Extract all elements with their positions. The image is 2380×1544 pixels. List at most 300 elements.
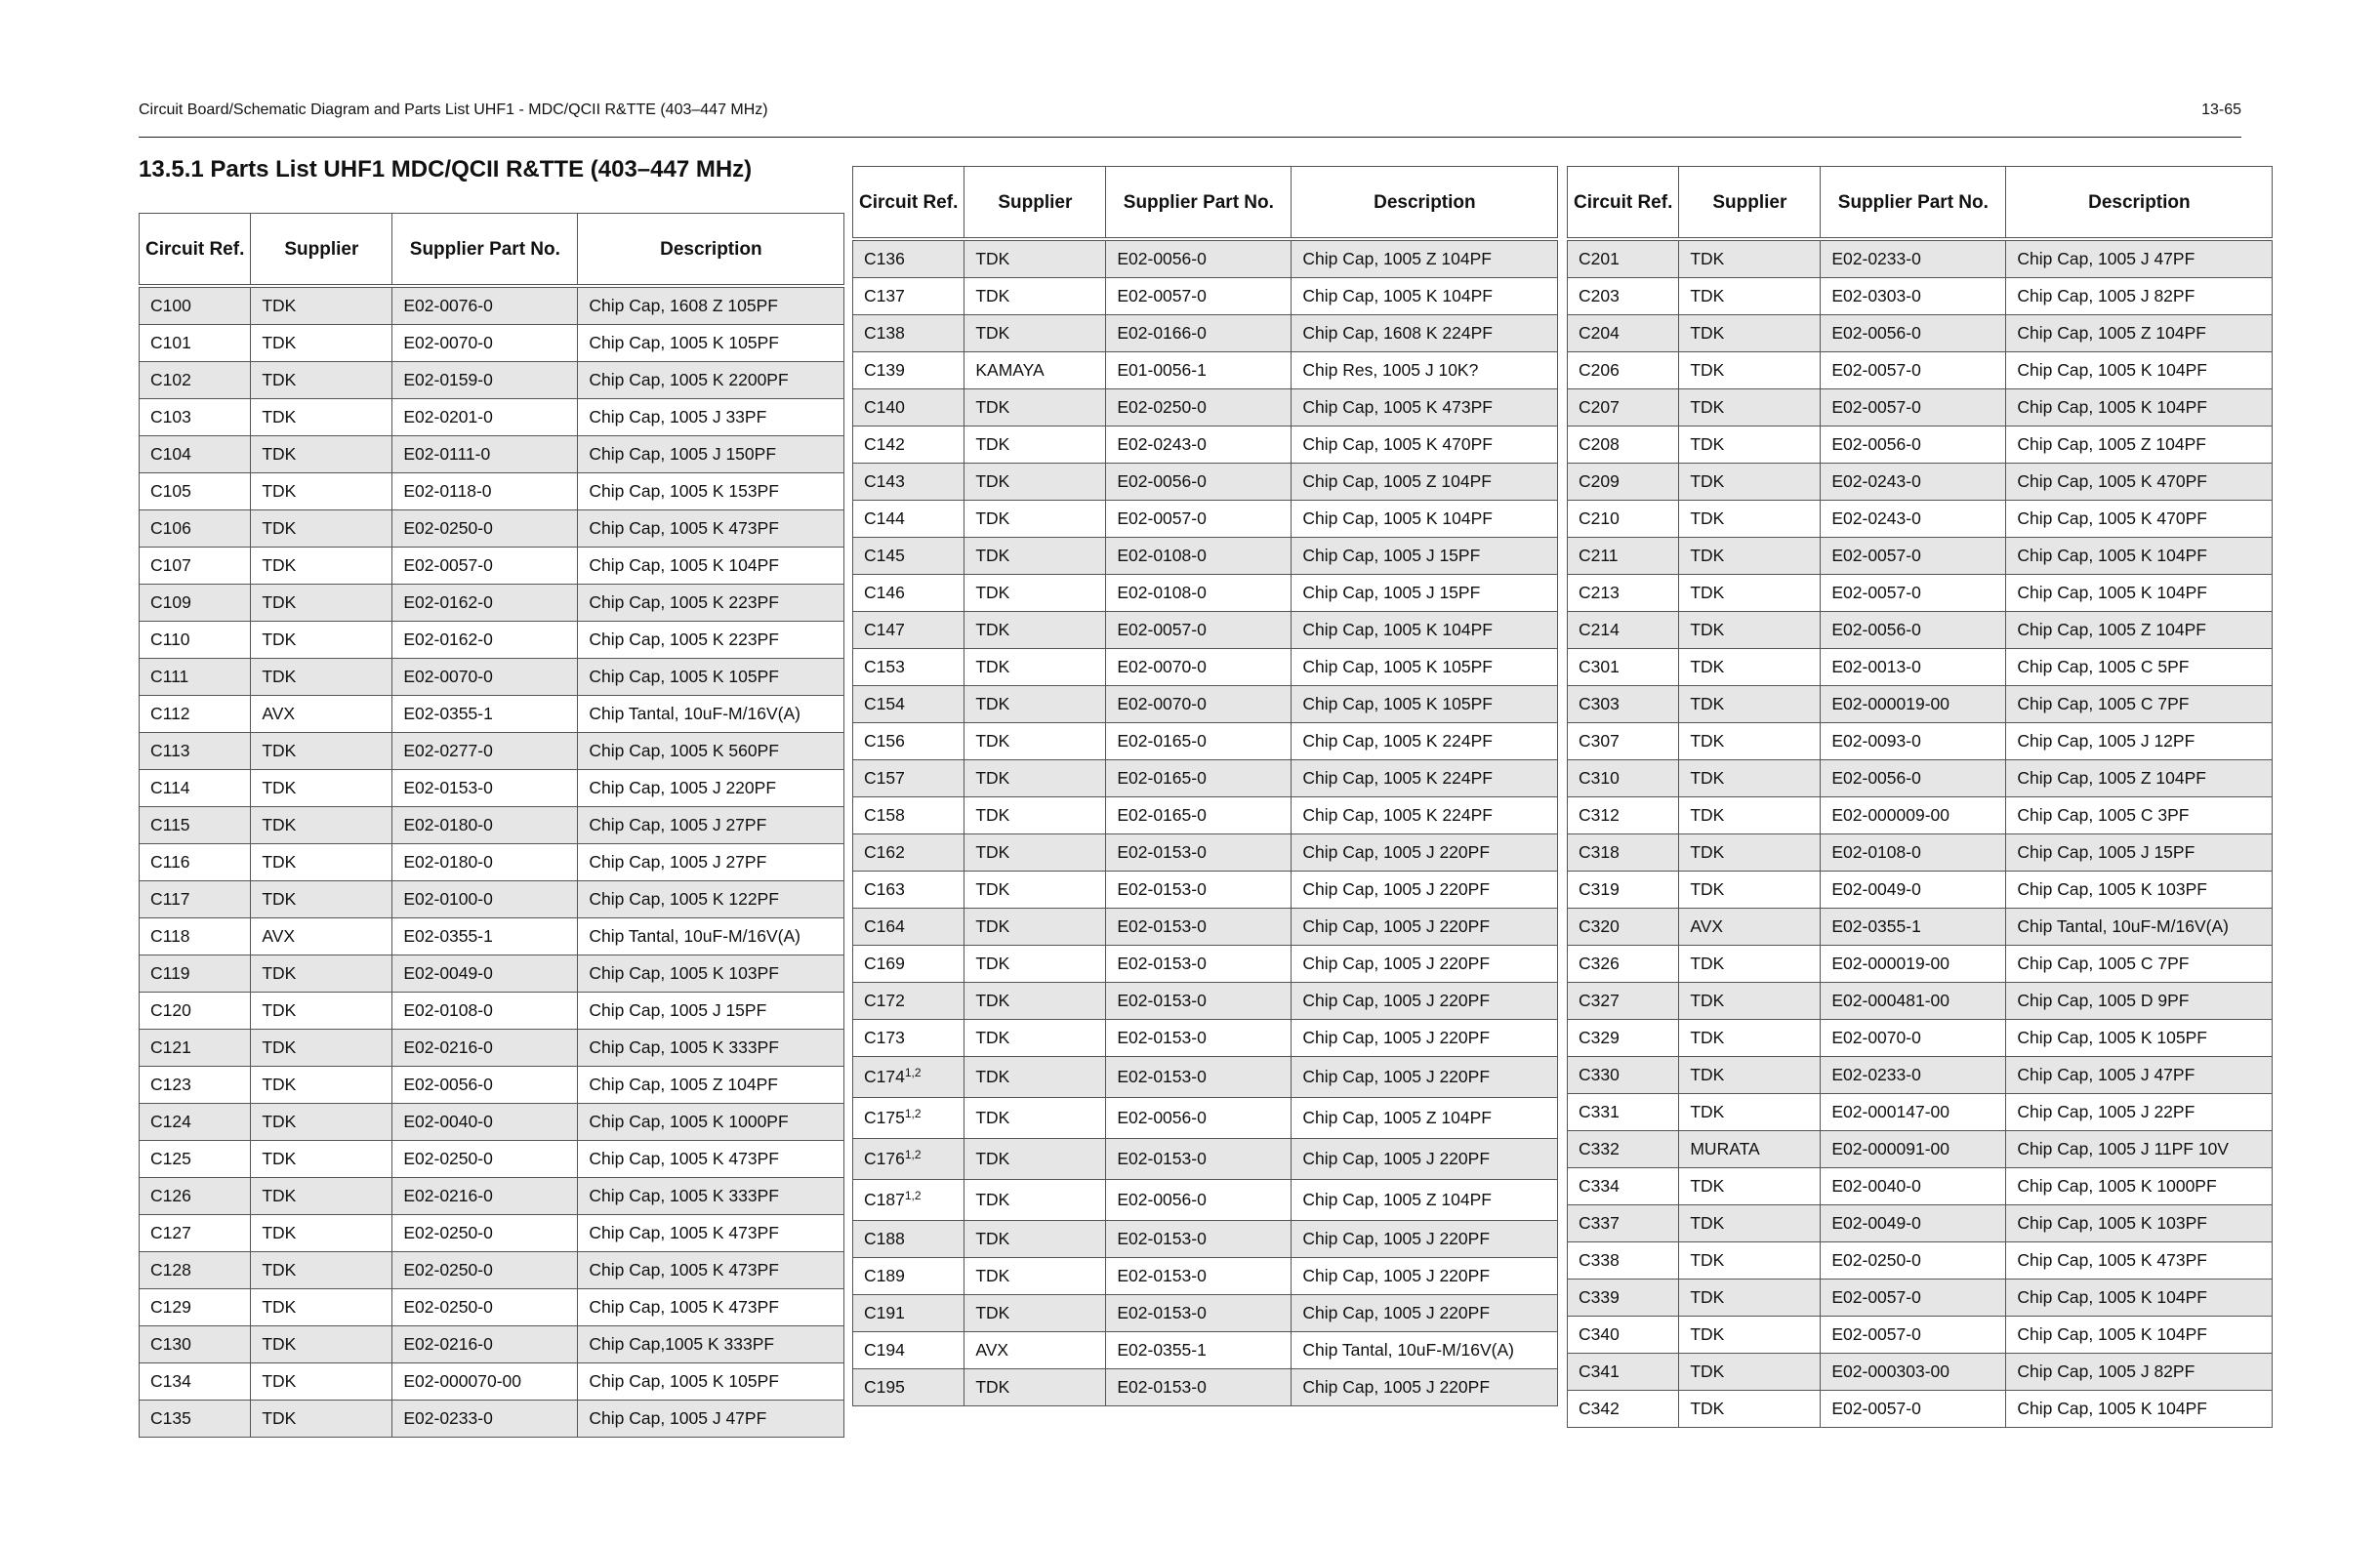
table-row xyxy=(1568,834,2273,872)
cell-circuit-ref: C327 xyxy=(1568,983,1679,1020)
cell-supplier: TDK xyxy=(964,834,1106,872)
cell-supplier: TDK xyxy=(964,983,1106,1020)
table-row xyxy=(1568,686,2273,723)
cell-circuit-ref: C331 xyxy=(1568,1094,1679,1131)
cell-description: Chip Cap, 1005 J 15PF xyxy=(1292,538,1558,575)
cell-part-no: E02-0057-0 xyxy=(392,548,578,585)
table-row xyxy=(140,436,844,473)
cell-description: Chip Cap, 1005 K 473PF xyxy=(578,1289,844,1326)
table-row xyxy=(1568,315,2273,352)
cell-description: Chip Cap, 1005 K 224PF xyxy=(1292,797,1558,834)
cell-description: Chip Cap, 1608 Z 105PF xyxy=(578,286,844,325)
cell-description: Chip Cap, 1005 K 105PF xyxy=(2006,1020,2273,1057)
cell-part-no: E02-0355-1 xyxy=(1106,1332,1292,1369)
cell-part-no: E02-0165-0 xyxy=(1106,723,1292,760)
cell-part-no: E02-0111-0 xyxy=(392,436,578,473)
col-header-supplier: Supplier xyxy=(964,167,1106,240)
table-row xyxy=(853,1258,1558,1295)
cell-part-no: E02-000019-00 xyxy=(1821,946,2006,983)
cell-circuit-ref: C195 xyxy=(853,1369,964,1406)
cell-supplier: TDK xyxy=(1679,501,1821,538)
cell-supplier: TDK xyxy=(1679,1317,1821,1354)
cell-description: Chip Cap, 1005 J 27PF xyxy=(578,807,844,844)
cell-description: Chip Cap, 1005 J 47PF xyxy=(578,1401,844,1438)
cell-description: Chip Cap, 1005 K 2200PF xyxy=(578,362,844,399)
table-row xyxy=(140,993,844,1030)
col-header-description: Description xyxy=(578,214,844,287)
section-title: 13.5.1 Parts List UHF1 MDC/QCII R&TTE (403–447 MHz) xyxy=(139,156,753,183)
cell-supplier: TDK xyxy=(964,760,1106,797)
cell-part-no: E02-000147-00 xyxy=(1821,1094,2006,1131)
cell-supplier: TDK xyxy=(964,315,1106,352)
cell-part-no: E02-0100-0 xyxy=(392,881,578,918)
cell-part-no: E02-0118-0 xyxy=(392,473,578,510)
cell-circuit-ref: C191 xyxy=(853,1295,964,1332)
table-row xyxy=(853,239,1558,278)
cell-description: Chip Cap, 1005 K 470PF xyxy=(1292,427,1558,464)
cell-part-no: E02-0153-0 xyxy=(1106,983,1292,1020)
cell-circuit-ref: C303 xyxy=(1568,686,1679,723)
cell-part-no: E02-0153-0 xyxy=(1106,1221,1292,1258)
cell-circuit-ref: C332 xyxy=(1568,1131,1679,1168)
table-row xyxy=(1568,575,2273,612)
cell-description: Chip Cap, 1005 K 105PF xyxy=(578,1363,844,1401)
cell-part-no: E02-0180-0 xyxy=(392,807,578,844)
cell-description: Chip Cap, 1005 K 104PF xyxy=(2006,1280,2273,1317)
table-row xyxy=(853,389,1558,427)
cell-circuit-ref: C187$^{1,2}$ xyxy=(853,1180,964,1221)
cell-description: Chip Cap, 1005 K 224PF xyxy=(1292,760,1558,797)
table-row xyxy=(1568,352,2273,389)
cell-circuit-ref: C173 xyxy=(853,1020,964,1057)
table-row xyxy=(140,1178,844,1215)
table-row xyxy=(140,286,844,325)
table-row xyxy=(140,1401,844,1438)
cell-description: Chip Cap, 1005 J 220PF xyxy=(1292,1020,1558,1057)
cell-supplier: TDK xyxy=(964,575,1106,612)
cell-part-no: E01-0056-1 xyxy=(1106,352,1292,389)
cell-part-no: E02-0250-0 xyxy=(392,1215,578,1252)
cell-supplier: TDK xyxy=(251,1030,392,1067)
cell-circuit-ref: C105 xyxy=(140,473,251,510)
cell-supplier: TDK xyxy=(964,1020,1106,1057)
cell-supplier: AVX xyxy=(251,696,392,733)
cell-supplier: TDK xyxy=(251,1215,392,1252)
cell-circuit-ref: C143 xyxy=(853,464,964,501)
cell-description: Chip Cap, 1005 K 153PF xyxy=(578,473,844,510)
cell-circuit-ref: C189 xyxy=(853,1258,964,1295)
cell-supplier: TDK xyxy=(964,612,1106,649)
table-row xyxy=(853,723,1558,760)
cell-description: Chip Cap, 1005 J 12PF xyxy=(2006,723,2273,760)
cell-description: Chip Cap, 1005 K 223PF xyxy=(578,585,844,622)
table-row xyxy=(1568,760,2273,797)
table-row xyxy=(853,1098,1558,1139)
cell-circuit-ref: C337 xyxy=(1568,1205,1679,1242)
cell-part-no: E02-0250-0 xyxy=(392,1141,578,1178)
cell-description: Chip Cap, 1005 J 47PF xyxy=(2006,239,2273,278)
cell-description: Chip Cap, 1005 J 11PF 10V xyxy=(2006,1131,2273,1168)
cell-supplier: TDK xyxy=(251,1363,392,1401)
cell-supplier: TDK xyxy=(251,1178,392,1215)
table-row xyxy=(1568,1057,2273,1094)
table-row xyxy=(140,844,844,881)
cell-part-no: E02-0201-0 xyxy=(392,399,578,436)
cell-supplier: TDK xyxy=(964,723,1106,760)
table-row xyxy=(1568,278,2273,315)
cell-part-no: E02-0216-0 xyxy=(392,1178,578,1215)
cell-part-no: E02-0250-0 xyxy=(1821,1242,2006,1280)
col-header-part-no: Supplier Part No. xyxy=(392,214,578,287)
cell-circuit-ref: C127 xyxy=(140,1215,251,1252)
table-row xyxy=(140,585,844,622)
cell-circuit-ref: C204 xyxy=(1568,315,1679,352)
table-row xyxy=(1568,1242,2273,1280)
cell-description: Chip Cap, 1005 K 105PF xyxy=(1292,649,1558,686)
cell-description: Chip Cap, 1005 K 103PF xyxy=(2006,1205,2273,1242)
col-header-description: Description xyxy=(1292,167,1558,240)
cell-supplier: TDK xyxy=(964,239,1106,278)
table-row xyxy=(140,1289,844,1326)
cell-circuit-ref: C169 xyxy=(853,946,964,983)
cell-part-no: E02-0153-0 xyxy=(392,770,578,807)
cell-circuit-ref: C123 xyxy=(140,1067,251,1104)
col-header-supplier: Supplier xyxy=(1679,167,1821,240)
cell-part-no: E02-0056-0 xyxy=(1821,760,2006,797)
table-row xyxy=(853,1221,1558,1258)
cell-part-no: E02-0057-0 xyxy=(1821,352,2006,389)
cell-part-no: E02-0108-0 xyxy=(1106,575,1292,612)
cell-supplier: TDK xyxy=(1679,872,1821,909)
table-row xyxy=(853,538,1558,575)
cell-description: Chip Cap, 1005 K 333PF xyxy=(578,1178,844,1215)
cell-supplier: TDK xyxy=(1679,1280,1821,1317)
cell-circuit-ref: C114 xyxy=(140,770,251,807)
cell-description: Chip Cap,1005 K 333PF xyxy=(578,1326,844,1363)
cell-description: Chip Cap, 1005 Z 104PF xyxy=(2006,315,2273,352)
table-row xyxy=(140,659,844,696)
cell-description: Chip Cap, 1005 J 220PF xyxy=(578,770,844,807)
cell-circuit-ref: C157 xyxy=(853,760,964,797)
cell-supplier: TDK xyxy=(251,844,392,881)
cell-part-no: E02-0040-0 xyxy=(1821,1168,2006,1205)
cell-supplier: TDK xyxy=(251,733,392,770)
cell-description: Chip Cap, 1005 C 3PF xyxy=(2006,797,2273,834)
table-row xyxy=(853,464,1558,501)
cell-supplier: AVX xyxy=(964,1332,1106,1369)
cell-supplier: TDK xyxy=(964,1098,1106,1139)
table-row xyxy=(853,427,1558,464)
cell-circuit-ref: C164 xyxy=(853,909,964,946)
cell-circuit-ref: C342 xyxy=(1568,1391,1679,1428)
cell-circuit-ref: C144 xyxy=(853,501,964,538)
cell-circuit-ref: C210 xyxy=(1568,501,1679,538)
cell-circuit-ref: C142 xyxy=(853,427,964,464)
cell-supplier: TDK xyxy=(1679,315,1821,352)
cell-part-no: E02-0049-0 xyxy=(1821,872,2006,909)
cell-supplier: TDK xyxy=(251,399,392,436)
cell-part-no: E02-0165-0 xyxy=(1106,760,1292,797)
cell-circuit-ref: C312 xyxy=(1568,797,1679,834)
table-row xyxy=(1568,389,2273,427)
cell-description: Chip Cap, 1005 J 220PF xyxy=(1292,1369,1558,1406)
footnote-marker: 1,2 xyxy=(904,1189,922,1202)
cell-supplier: TDK xyxy=(964,1139,1106,1180)
table-row xyxy=(853,501,1558,538)
table-row xyxy=(853,352,1558,389)
cell-part-no: E02-0057-0 xyxy=(1106,278,1292,315)
cell-circuit-ref: C172 xyxy=(853,983,964,1020)
cell-description: Chip Res, 1005 J 10K? xyxy=(1292,352,1558,389)
table-row xyxy=(1568,723,2273,760)
table-row xyxy=(140,510,844,548)
cell-part-no: E02-0057-0 xyxy=(1821,575,2006,612)
cell-circuit-ref: C341 xyxy=(1568,1354,1679,1391)
table-row xyxy=(853,1180,1558,1221)
cell-supplier: TDK xyxy=(1679,649,1821,686)
cell-circuit-ref: C307 xyxy=(1568,723,1679,760)
cell-description: Chip Cap, 1005 Z 104PF xyxy=(1292,1098,1558,1139)
cell-supplier: TDK xyxy=(964,389,1106,427)
cell-description: Chip Tantal, 10uF-M/16V(A) xyxy=(578,696,844,733)
cell-supplier: TDK xyxy=(1679,278,1821,315)
cell-circuit-ref: C329 xyxy=(1568,1020,1679,1057)
cell-part-no: E02-000303-00 xyxy=(1821,1354,2006,1391)
table-row xyxy=(1568,1391,2273,1428)
cell-part-no: E02-0108-0 xyxy=(1821,834,2006,872)
cell-description: Chip Cap, 1005 Z 104PF xyxy=(1292,464,1558,501)
cell-part-no: E02-0056-0 xyxy=(1106,1180,1292,1221)
table-row xyxy=(853,834,1558,872)
table-row xyxy=(140,548,844,585)
cell-description: Chip Cap, 1005 K 104PF xyxy=(1292,612,1558,649)
cell-circuit-ref: C145 xyxy=(853,538,964,575)
cell-part-no: E02-0162-0 xyxy=(392,622,578,659)
table-row xyxy=(853,872,1558,909)
cell-part-no: E02-0070-0 xyxy=(1106,649,1292,686)
table-row xyxy=(1568,1354,2273,1391)
col-header-description: Description xyxy=(2006,167,2273,240)
cell-supplier: TDK xyxy=(964,501,1106,538)
table-row xyxy=(140,399,844,436)
table-row xyxy=(853,1139,1558,1180)
col-header-circuit-ref: Circuit Ref. xyxy=(1568,167,1679,240)
cell-part-no: E02-0108-0 xyxy=(1106,538,1292,575)
cell-description: Chip Cap, 1005 K 470PF xyxy=(2006,501,2273,538)
cell-circuit-ref: C201 xyxy=(1568,239,1679,278)
cell-circuit-ref: C318 xyxy=(1568,834,1679,872)
cell-circuit-ref: C310 xyxy=(1568,760,1679,797)
table-row xyxy=(853,1369,1558,1406)
cell-supplier: TDK xyxy=(964,278,1106,315)
cell-description: Chip Cap, 1005 K 122PF xyxy=(578,881,844,918)
table-row xyxy=(140,473,844,510)
cell-supplier: TDK xyxy=(251,1141,392,1178)
cell-supplier: TDK xyxy=(1679,686,1821,723)
cell-circuit-ref: C140 xyxy=(853,389,964,427)
table-row xyxy=(1568,427,2273,464)
table-row xyxy=(140,362,844,399)
cell-circuit-ref: C163 xyxy=(853,872,964,909)
cell-part-no: E02-0355-1 xyxy=(1821,909,2006,946)
cell-supplier: TDK xyxy=(251,436,392,473)
cell-supplier: TDK xyxy=(964,872,1106,909)
cell-description: Chip Cap, 1005 J 220PF xyxy=(1292,1139,1558,1180)
cell-description: Chip Cap, 1005 K 473PF xyxy=(1292,389,1558,427)
table-row xyxy=(853,612,1558,649)
cell-supplier: TDK xyxy=(1679,797,1821,834)
cell-description: Chip Cap, 1005 K 104PF xyxy=(578,548,844,585)
table-row xyxy=(140,955,844,993)
cell-supplier: TDK xyxy=(1679,1242,1821,1280)
cell-circuit-ref: C154 xyxy=(853,686,964,723)
table-row xyxy=(1568,649,2273,686)
cell-part-no: E02-0159-0 xyxy=(392,362,578,399)
table-row xyxy=(140,325,844,362)
cell-supplier: TDK xyxy=(964,946,1106,983)
cell-part-no: E02-000070-00 xyxy=(392,1363,578,1401)
cell-circuit-ref: C301 xyxy=(1568,649,1679,686)
cell-description: Chip Cap, 1005 J 220PF xyxy=(1292,909,1558,946)
table-row xyxy=(140,1326,844,1363)
cell-circuit-ref: C147 xyxy=(853,612,964,649)
cell-circuit-ref: C116 xyxy=(140,844,251,881)
cell-circuit-ref: C330 xyxy=(1568,1057,1679,1094)
cell-part-no: E02-0303-0 xyxy=(1821,278,2006,315)
table-row xyxy=(853,686,1558,723)
cell-description: Chip Cap, 1005 K 473PF xyxy=(578,510,844,548)
cell-circuit-ref: C214 xyxy=(1568,612,1679,649)
cell-part-no: E02-0056-0 xyxy=(1106,239,1292,278)
cell-circuit-ref: C100 xyxy=(140,286,251,325)
cell-circuit-ref: C146 xyxy=(853,575,964,612)
cell-circuit-ref: C206 xyxy=(1568,352,1679,389)
cell-supplier: AVX xyxy=(1679,909,1821,946)
cell-supplier: TDK xyxy=(1679,1354,1821,1391)
cell-supplier: TDK xyxy=(1679,352,1821,389)
cell-circuit-ref: C320 xyxy=(1568,909,1679,946)
cell-supplier: TDK xyxy=(251,362,392,399)
table-row xyxy=(1568,464,2273,501)
cell-supplier: TDK xyxy=(964,1258,1106,1295)
cell-part-no: E02-000091-00 xyxy=(1821,1131,2006,1168)
cell-part-no: E02-0243-0 xyxy=(1821,464,2006,501)
cell-part-no: E02-0216-0 xyxy=(392,1030,578,1067)
cell-part-no: E02-0057-0 xyxy=(1106,612,1292,649)
table-row xyxy=(140,1067,844,1104)
cell-part-no: E02-0057-0 xyxy=(1821,538,2006,575)
cell-description: Chip Cap, 1005 J 15PF xyxy=(1292,575,1558,612)
cell-circuit-ref: C125 xyxy=(140,1141,251,1178)
col-header-part-no: Supplier Part No. xyxy=(1821,167,2006,240)
cell-description: Chip Cap, 1005 J 82PF xyxy=(2006,278,2273,315)
cell-supplier: TDK xyxy=(251,1104,392,1141)
cell-description: Chip Cap, 1005 K 104PF xyxy=(2006,1391,2273,1428)
cell-part-no: E02-0216-0 xyxy=(392,1326,578,1363)
cell-supplier: TDK xyxy=(964,1295,1106,1332)
table-row xyxy=(853,649,1558,686)
cell-part-no: E02-0153-0 xyxy=(1106,834,1292,872)
footnote-marker: 1,2 xyxy=(904,1148,922,1161)
table-row xyxy=(853,1332,1558,1369)
table-row xyxy=(1568,1020,2273,1057)
table-row xyxy=(1568,1280,2273,1317)
cell-supplier: TDK xyxy=(251,1401,392,1438)
cell-part-no: E02-0233-0 xyxy=(392,1401,578,1438)
cell-supplier: TDK xyxy=(251,807,392,844)
cell-circuit-ref: C135 xyxy=(140,1401,251,1438)
cell-supplier: TDK xyxy=(964,464,1106,501)
cell-supplier: TDK xyxy=(1679,427,1821,464)
table-row xyxy=(853,1295,1558,1332)
cell-description: Chip Cap, 1005 Z 104PF xyxy=(1292,239,1558,278)
cell-part-no: E02-0056-0 xyxy=(392,1067,578,1104)
cell-part-no: E02-0250-0 xyxy=(1106,389,1292,427)
cell-part-no: E02-0056-0 xyxy=(1106,1098,1292,1139)
table-row xyxy=(1568,983,2273,1020)
cell-supplier: TDK xyxy=(251,770,392,807)
table-row xyxy=(853,760,1558,797)
col-header-circuit-ref: Circuit Ref. xyxy=(140,214,251,287)
table-row xyxy=(140,733,844,770)
col-header-part-no: Supplier Part No. xyxy=(1106,167,1292,240)
table-row xyxy=(1568,612,2273,649)
cell-supplier: TDK xyxy=(1679,1020,1821,1057)
cell-circuit-ref: C134 xyxy=(140,1363,251,1401)
cell-supplier: TDK xyxy=(964,649,1106,686)
cell-description: Chip Cap, 1005 J 33PF xyxy=(578,399,844,436)
header-rule xyxy=(139,137,2241,138)
cell-description: Chip Tantal, 10uF-M/16V(A) xyxy=(1292,1332,1558,1369)
table-row xyxy=(1568,1131,2273,1168)
cell-supplier: TDK xyxy=(1679,612,1821,649)
cell-description: Chip Cap, 1005 K 473PF xyxy=(578,1141,844,1178)
cell-part-no: E02-0165-0 xyxy=(1106,797,1292,834)
cell-circuit-ref: C158 xyxy=(853,797,964,834)
cell-supplier: TDK xyxy=(1679,239,1821,278)
cell-supplier: TDK xyxy=(251,622,392,659)
cell-part-no: E02-0108-0 xyxy=(392,993,578,1030)
cell-part-no: E02-0056-0 xyxy=(1821,612,2006,649)
cell-supplier: TDK xyxy=(251,473,392,510)
cell-supplier: TDK xyxy=(1679,983,1821,1020)
cell-circuit-ref: C115 xyxy=(140,807,251,844)
cell-circuit-ref: C208 xyxy=(1568,427,1679,464)
cell-supplier: TDK xyxy=(251,286,392,325)
table-row xyxy=(853,983,1558,1020)
cell-part-no: E02-0153-0 xyxy=(1106,1258,1292,1295)
cell-description: Chip Cap, 1005 J 220PF xyxy=(1292,1057,1558,1098)
cell-circuit-ref: C326 xyxy=(1568,946,1679,983)
cell-part-no: E02-0070-0 xyxy=(1821,1020,2006,1057)
cell-description: Chip Cap, 1005 K 103PF xyxy=(2006,872,2273,909)
cell-description: Chip Cap, 1005 K 470PF xyxy=(2006,464,2273,501)
cell-description: Chip Cap, 1005 K 103PF xyxy=(578,955,844,993)
cell-circuit-ref: C126 xyxy=(140,1178,251,1215)
cell-part-no: E02-0153-0 xyxy=(1106,946,1292,983)
table-row xyxy=(853,1020,1558,1057)
cell-part-no: E02-0070-0 xyxy=(392,325,578,362)
cell-part-no: E02-0056-0 xyxy=(1821,427,2006,464)
cell-part-no: E02-0233-0 xyxy=(1821,239,2006,278)
cell-circuit-ref: C136 xyxy=(853,239,964,278)
cell-circuit-ref: C203 xyxy=(1568,278,1679,315)
table-row xyxy=(1568,501,2273,538)
cell-description: Chip Cap, 1005 Z 104PF xyxy=(2006,760,2273,797)
cell-description: Chip Cap, 1005 K 104PF xyxy=(1292,501,1558,538)
cell-circuit-ref: C194 xyxy=(853,1332,964,1369)
cell-circuit-ref: C334 xyxy=(1568,1168,1679,1205)
